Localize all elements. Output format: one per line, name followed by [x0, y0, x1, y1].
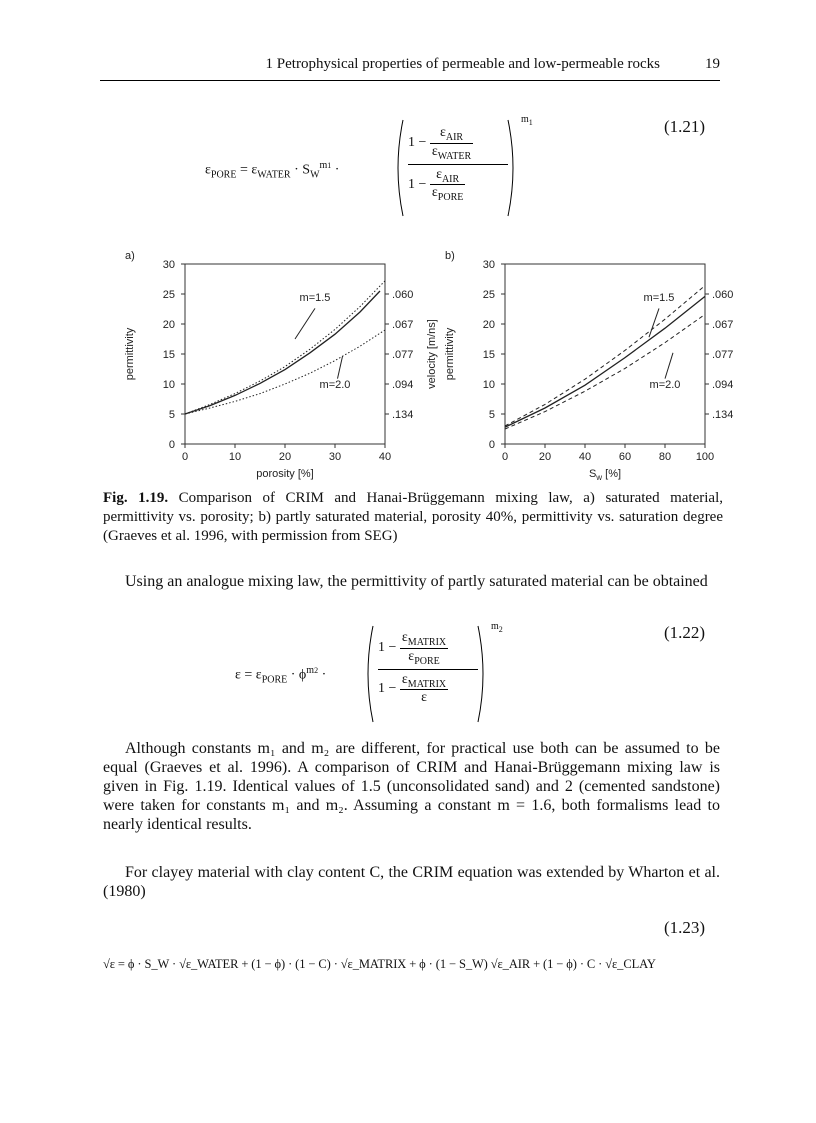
paragraph-clayey: For clayey material with clay content C, the CRIM equation was extended by Wharton et al. (1980) [103, 864, 720, 900]
equation-1-23: √ε = ϕ · S_W · √ε_WATER + (1 − ϕ) · (1 − C) · √ε_MATRIX + ϕ · (1 − S_W) √ε_AIR + (1 − ϕ) · C · √ε_CLAY [103, 957, 656, 971]
equation-1-22-exponent: $m_2$ [491, 621, 503, 634]
right-tick-label: .067 [392, 319, 414, 331]
y-tick-label: 15 [482, 349, 495, 361]
x-tick-label: 0 [181, 451, 189, 463]
x-tick-label: 40 [578, 451, 592, 463]
annotation-m15: m=1.5 [299, 292, 331, 305]
series-line [185, 330, 385, 414]
y-tick-label: 25 [482, 289, 495, 301]
chart-b [444, 250, 733, 482]
y-tick-label: 10 [482, 379, 495, 391]
y-tick-label: 0 [168, 439, 175, 451]
right-tick-label: .134 [712, 409, 734, 421]
header-title: 1 Petrophysical properties of permeable and low-permeable rocks [265, 56, 660, 72]
figure-caption [103, 489, 723, 546]
x-tick-label: 80 [658, 451, 672, 463]
x-tick-label: 40 [378, 451, 392, 463]
y-tick-label: 5 [488, 409, 495, 421]
paragraph-intro: Using an analogue mixing law, the permittivity of partly saturated material can be obtained [125, 573, 708, 590]
y-tick-label: 20 [162, 319, 175, 331]
x-axis-label-sub: w [596, 473, 603, 482]
y-tick-label: 0 [488, 439, 495, 451]
y-axis-label: permittivity [444, 327, 456, 381]
y-tick-label: 5 [168, 409, 175, 421]
series-line [505, 286, 705, 426]
annotation-leader [295, 308, 315, 339]
equation-1-22-fraction: 1 − $\frac{\varepsilon_{MATRIX}}{\varepsilon_{PORE}}$ 1 − $\frac{\varepsilon_{MATRIX}}{\varepsilon}$ [378, 630, 478, 706]
annotation-m20: m=2.0 [319, 379, 351, 392]
x-axis-label-unit: [%] [602, 468, 622, 480]
equation-1-21-fraction: 1 − $\frac{\varepsilon_{AIR}}{\varepsilon_{WATER}}$ 1 − $\frac{\varepsilon_{AIR}}{\varepsilon_{PORE}}$ [408, 125, 508, 203]
chart-a [124, 250, 438, 480]
annotation-leader [649, 308, 659, 337]
figure-1-19 [100, 245, 734, 485]
right-axis-label: velocity [m/ns] [426, 319, 438, 389]
equation-1-21-exponent: $m_1$ [521, 114, 533, 127]
page-number: 19 [705, 56, 720, 72]
running-header [100, 54, 720, 82]
header-rule [100, 80, 720, 81]
x-tick-label: 20 [278, 451, 292, 463]
right-tick-label: .077 [392, 349, 414, 361]
x-tick-label: 100 [695, 451, 715, 463]
right-tick-label: .067 [712, 319, 734, 331]
plot-frame [185, 264, 385, 444]
x-axis-label: $S_w$ [%] [588, 468, 622, 482]
annotation-leader [665, 353, 673, 379]
caption-text: Comparison of CRIM and Hanai-Brüggemann mixing law, a) saturated material, permittivity vs. porosity; b) partly saturated material, porosity 40%, permittivity vs. saturation degree (Graeves et al. 1996, with permission from SEG) [103, 490, 723, 544]
x-tick-label: 20 [538, 451, 552, 463]
series-line [185, 291, 380, 414]
x-tick-label: 30 [328, 451, 342, 463]
equation-1-22-lhs: $\varepsilon = \varepsilon_{PORE} \cdot \phi^{m2}$ · [235, 665, 327, 686]
right-tick-label: .077 [712, 349, 734, 361]
y-tick-label: 30 [162, 259, 175, 271]
panel-label: b) [445, 250, 455, 262]
paragraph-comparison: Although constants m₁ and m₂ are different, for practical use both can be assumed to be equal (Graeves et al. 1996). A comparison of CRIM and Hanai-Brüggemann mixing law is given in Fig. 1.19. Identical values of 1.5 (unconsolidated sand) and 2 (cemented sandstone) were taken for constants m₁ and m₂. Assuming a constant m = 1.6, both formalisms lead to nearly identical results. [103, 740, 720, 833]
caption-label: Fig. 1.19. [103, 490, 169, 506]
y-tick-label: 15 [162, 349, 175, 361]
panel-label: a) [125, 250, 135, 262]
right-tick-label: .060 [392, 289, 414, 301]
x-tick-label: 60 [618, 451, 632, 463]
equation-number-1-23: (1.23) [664, 918, 706, 937]
equation-1-21-lhs: $\varepsilon_{PORE} = \varepsilon_{WATER} \cdot S_W^{m1}$ · [205, 160, 340, 181]
equation-number-1-22: (1.22) [664, 623, 706, 642]
series-line [185, 281, 385, 414]
x-axis-label: porosity [%] [256, 468, 314, 480]
y-tick-label: 20 [482, 319, 495, 331]
right-tick-label: .060 [712, 289, 734, 301]
annotation-leader [338, 356, 343, 378]
plot-frame [505, 264, 705, 444]
equation-number-1-21: (1.21) [664, 117, 706, 136]
right-tick-label: .094 [712, 379, 734, 391]
y-tick-label: 10 [162, 379, 175, 391]
right-tick-label: .134 [392, 409, 414, 421]
right-tick-label: .094 [392, 379, 414, 391]
y-tick-label: 30 [482, 259, 495, 271]
y-tick-label: 25 [162, 289, 175, 301]
x-tick-label: 0 [501, 451, 509, 463]
series-line [505, 296, 705, 427]
annotation-m15: m=1.5 [643, 292, 675, 305]
y-axis-label: permittivity [124, 327, 136, 381]
annotation-m20: m=2.0 [649, 379, 681, 392]
x-tick-label: 10 [228, 451, 242, 463]
